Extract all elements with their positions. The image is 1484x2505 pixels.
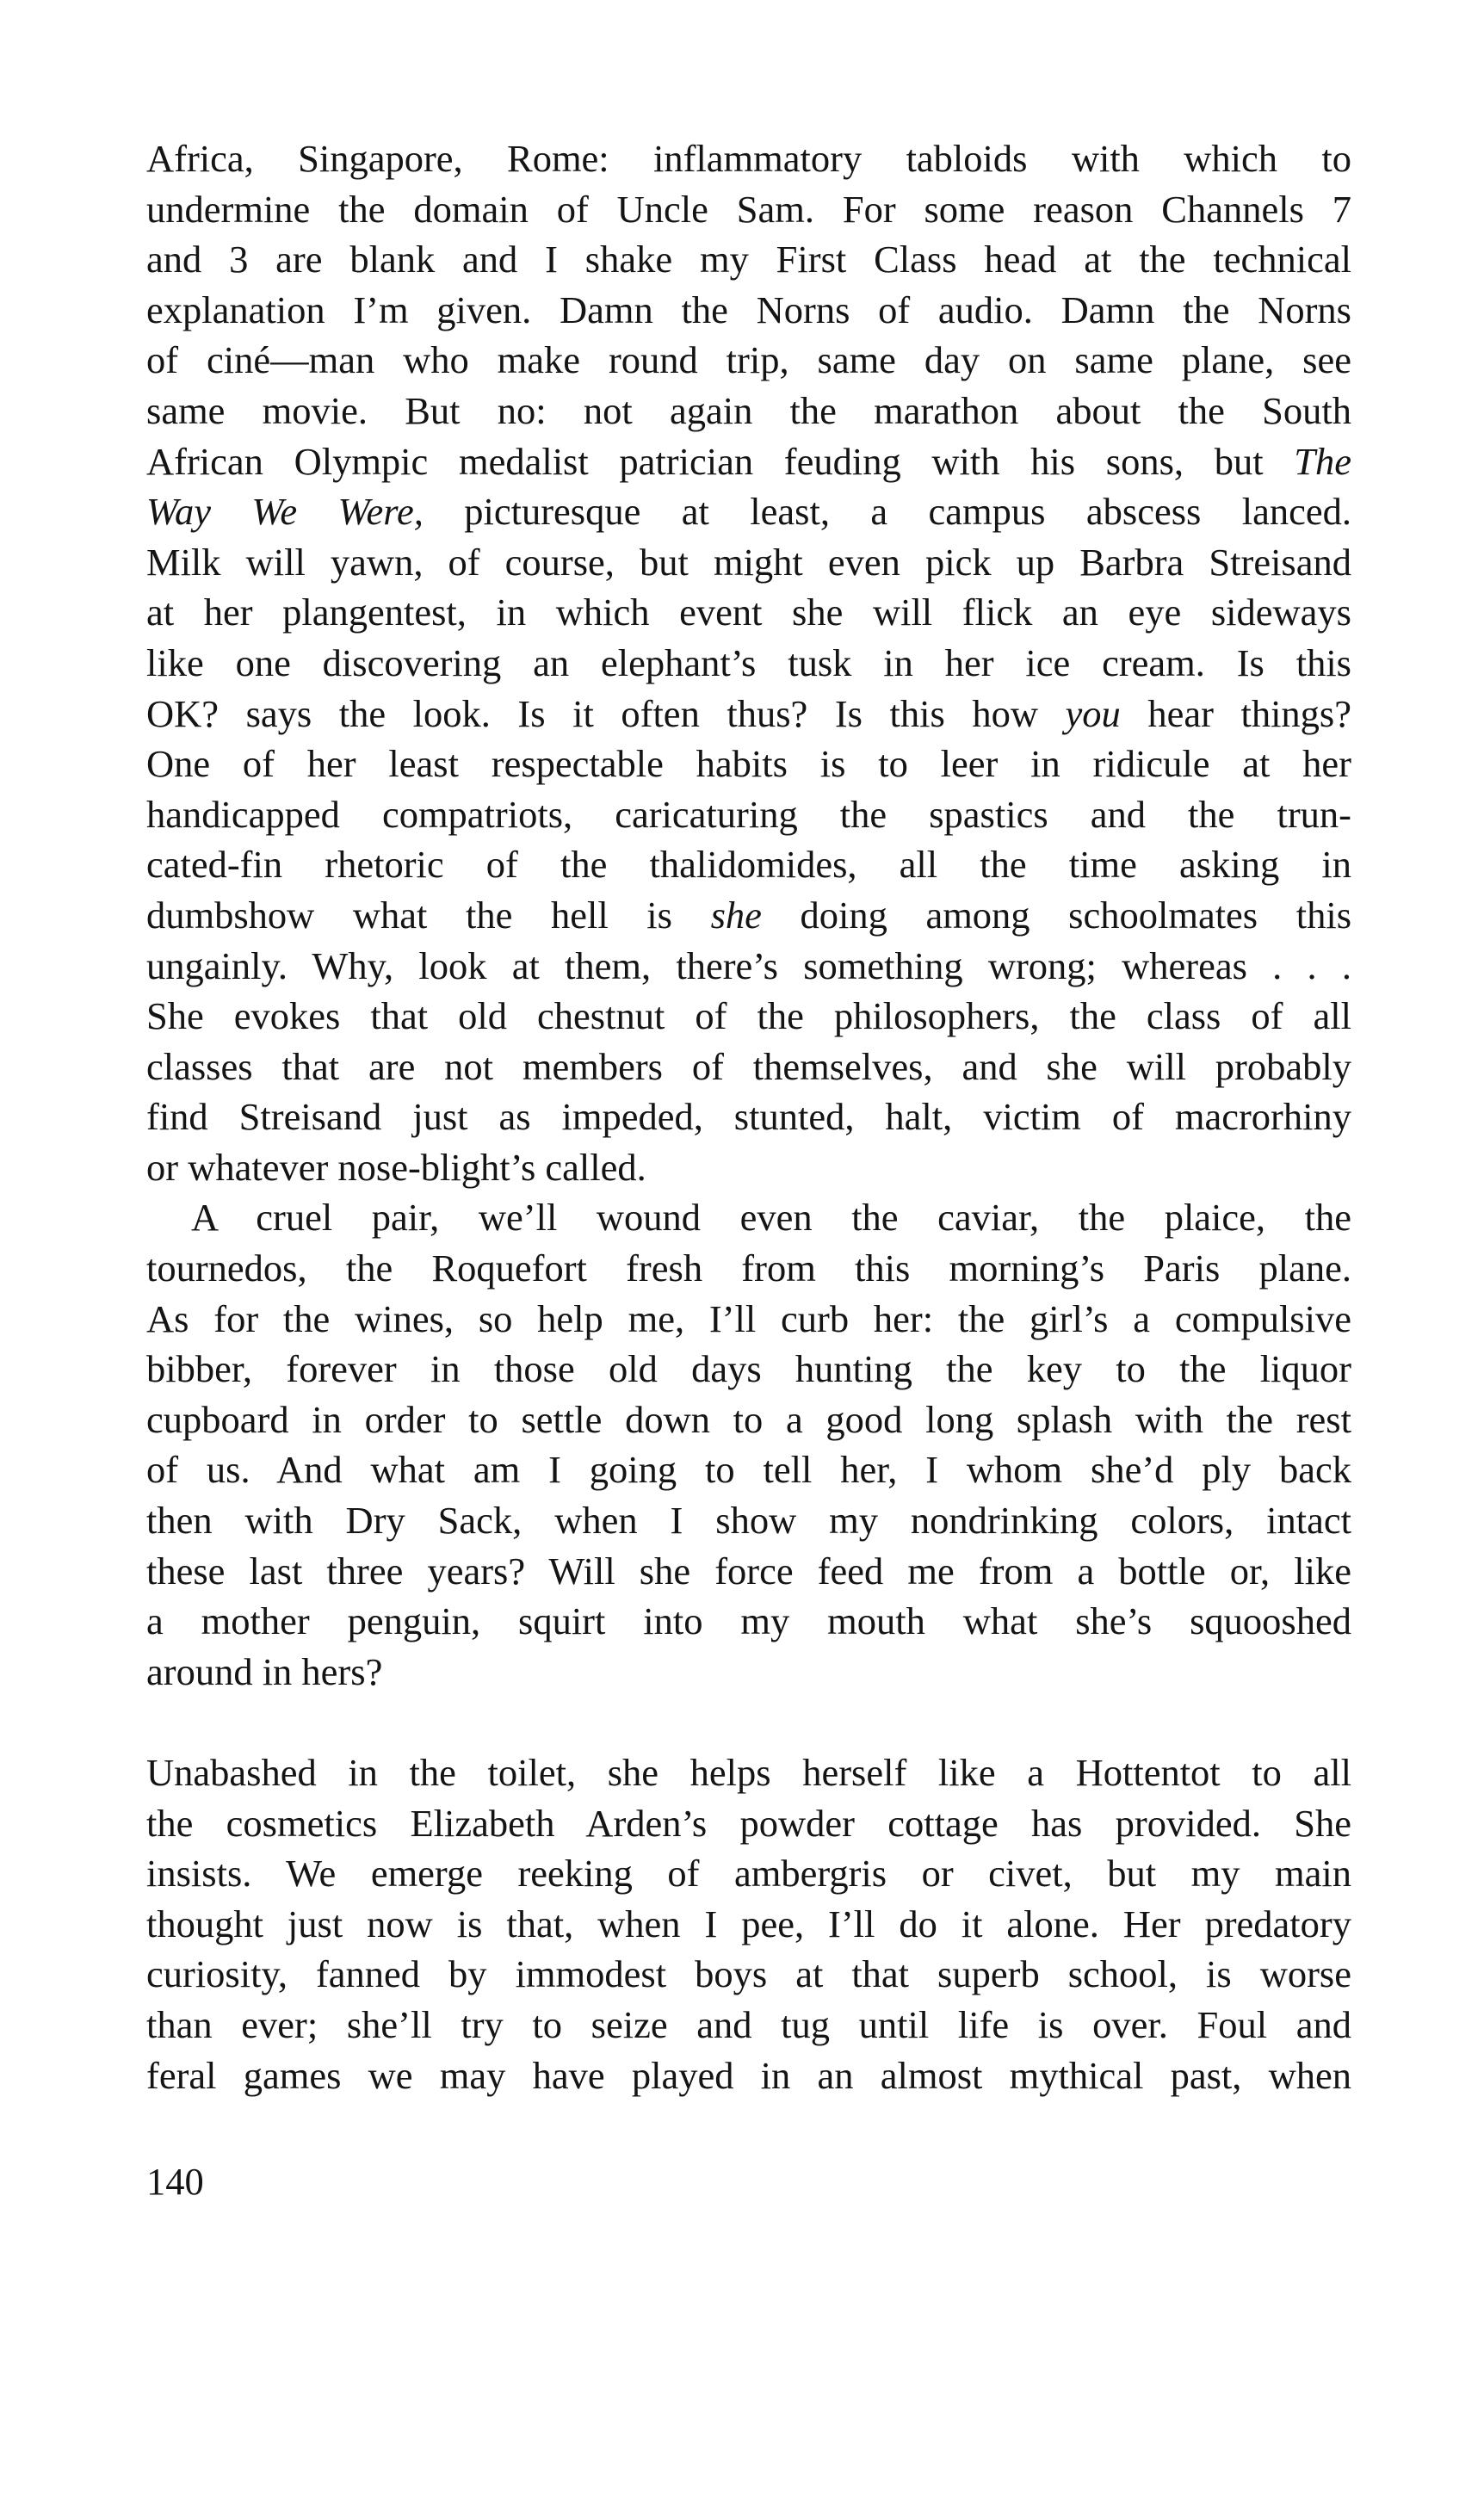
text-line: insists. We emerge reeking of ambergris or civet, but my main (146, 1852, 1351, 1896)
text-line: A cruel pair, we’ll wound even the caviar, the plaice, the (191, 1196, 1351, 1240)
page-number: 140 (146, 2160, 204, 2203)
section-break (146, 1697, 1351, 1747)
text-line (146, 689, 1351, 739)
body-text (146, 133, 1351, 2100)
text-line: around in hers? (146, 1649, 383, 1693)
text-line: tournedos, the Roquefort fresh from this morning’s Paris plane. (146, 1246, 1351, 1290)
text-line: find Streisand just as impeded, stunted, halt, victim of macrorhiny (146, 1095, 1351, 1139)
text-segment: OK? says the look. Is it often thus? Is this how (146, 691, 1038, 735)
text-line: undermine the domain of Uncle Sam. For some reason Channels 7 (146, 187, 1351, 231)
text-line: handicapped compatriots, caricaturing the spastics and the trun- (146, 792, 1351, 836)
text-line: of ciné—man who make round trip, same day on same plane, see (146, 338, 1351, 382)
italic-title-part: Way We Were, (146, 490, 424, 534)
text-line: Africa, Singapore, Rome: inflammatory tabloids with which to (146, 137, 1351, 180)
text-line (146, 486, 1351, 537)
text-line: bibber, forever in those old days hunting the key to the liquor (146, 1347, 1351, 1391)
text-line: Unabashed in the toilet, she helps herself like a Hottentot to all (146, 1751, 1351, 1794)
text-segment: hear things? (1147, 691, 1352, 735)
italic-word: you (1065, 691, 1121, 735)
text-line (146, 890, 1351, 941)
paragraph-1 (146, 133, 1351, 1192)
text-line: One of her least respectable habits is to leer in ridicule at her (146, 742, 1351, 786)
text-line: at her plangentest, in which event she will flick an eye sideways (146, 591, 1351, 634)
text-line: then with Dry Sack, when I show my nondrinking colors, intact (146, 1499, 1351, 1543)
text-line: She evokes that old chestnut of the philosophers, the class of all (146, 994, 1351, 1038)
italic-title-part: The (1294, 439, 1351, 483)
text-segment: picturesque at least, a campus abscess lanced. (464, 490, 1352, 534)
text-line: curiosity, fanned by immodest boys at that superb school, is worse (146, 1952, 1351, 1996)
text-line: cated-fin rhetoric of the thalidomides, all the time asking in (146, 843, 1351, 887)
text-segment: doing among schoolmates this (800, 893, 1352, 937)
text-line: a mother penguin, squirt into my mouth what she’s squooshed (146, 1599, 1351, 1643)
text-line: these last three years? Will she force feed me from a bottle or, like (146, 1549, 1351, 1593)
text-line: like one discovering an elephant’s tusk in her ice cream. Is this (146, 640, 1351, 684)
text-line: thought just now is that, when I pee, I’ll do it alone. Her predatory (146, 1902, 1351, 1945)
text-line: cupboard in order to settle down to a good long splash with the rest (146, 1397, 1351, 1441)
text-line: the cosmetics Elizabeth Arden’s powder cottage has provided. She (146, 1801, 1351, 1845)
text-segment: dumbshow what the hell is (146, 893, 672, 937)
text-line: explanation I’m given. Damn the Norns of audio. Damn the Norns (146, 288, 1351, 331)
text-line (146, 436, 1351, 487)
paragraph-3 (146, 1747, 1351, 2100)
text-line: same movie. But no: not again the marathon about the South (146, 388, 1351, 432)
text-line: or whatever nose-blight’s called. (146, 1145, 646, 1189)
italic-word: she (710, 893, 762, 937)
text-line: and 3 are blank and I shake my First Class head at the technical (146, 238, 1351, 281)
paragraph-2 (146, 1192, 1351, 1697)
text-line: than ever; she’ll try to seize and tug until life is over. Foul and (146, 2002, 1351, 2046)
text-line: As for the wines, so help me, I’ll curb her: the girl’s a compulsive (146, 1296, 1351, 1340)
text-line: of us. And what am I going to tell her, I whom she’d ply back (146, 1448, 1351, 1492)
text-line: ungainly. Why, look at them, there’s something wrong; whereas . . . (146, 943, 1351, 987)
text-segment: African Olympic medalist patrician feuding with his sons, but (146, 439, 1264, 483)
text-line: feral games we may have played in an almost mythical past, when (146, 2053, 1351, 2097)
text-line: Milk will yawn, of course, but might even pick up Barbra Streisand (146, 540, 1351, 584)
text-line: classes that are not members of themselves, and she will probably (146, 1044, 1351, 1088)
